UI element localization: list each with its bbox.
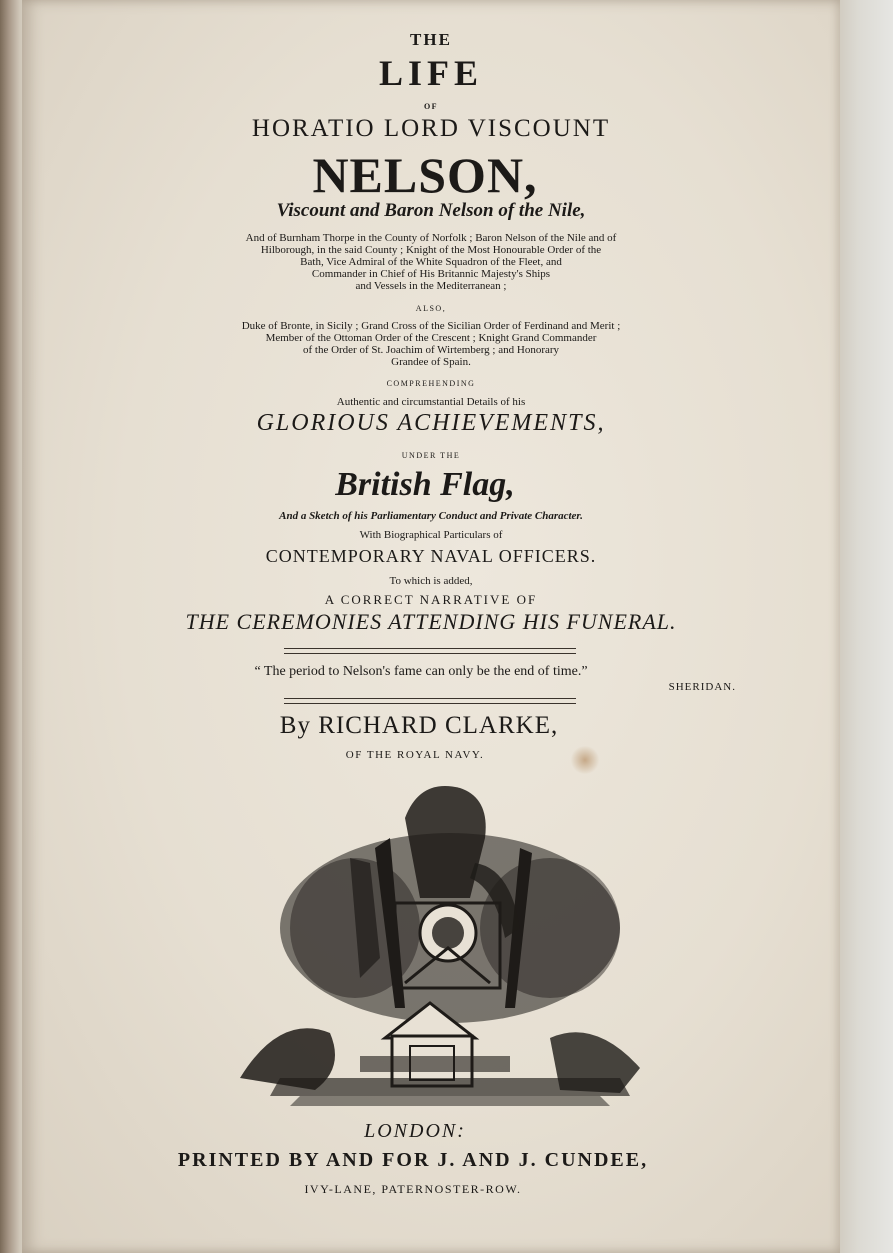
correct-narrative: A CORRECT NARRATIVE OF	[324, 592, 538, 607]
titles-line: Member of the Ottoman Order of the Crescent ; Knight Grand Commander	[265, 332, 597, 344]
title-of: OF	[423, 102, 439, 111]
biographical-line: With Biographical Particulars of	[359, 529, 503, 541]
title-the: THE	[410, 30, 452, 49]
title-life: LIFE	[378, 53, 484, 93]
added-line: To which is added,	[389, 575, 473, 587]
authentic-line: Authentic and circumstantial Details of his	[336, 396, 526, 408]
author-line: By RICHARD CLARKE,	[279, 712, 559, 739]
ceremonies-line: THE CEREMONIES ATTENDING HIS FUNERAL.	[185, 609, 677, 634]
titles-line: of the Order of St. Joachim of Wirtemberg ; and Honorary	[302, 344, 560, 356]
address-line: IVY-LANE, PATERNOSTER-ROW.	[304, 1182, 522, 1196]
sketch-line: And a Sketch of his Parliamentary Conduct and Private Character.	[279, 510, 583, 522]
titles-line: Duke of Bronte, in Sicily ; Grand Cross of the Sicilian Order of Ferdinand and Merit ;	[241, 320, 621, 332]
surname-nelson: NELSON,	[312, 147, 538, 203]
glorious-achievements: GLORIOUS ACHIEVEMENTS,	[256, 410, 606, 436]
rule-bottom	[284, 698, 576, 704]
sheridan-quote: “ The period to Nelson's fame can only be the end of time.”	[254, 664, 588, 679]
london-line: LONDON:	[364, 1120, 466, 1142]
contemporary-officers: CONTEMPORARY NAVAL OFFICERS.	[265, 546, 597, 566]
titles-line: Grandee of Spain.	[391, 356, 471, 368]
titles-line: Hilborough, in the said County ; Knight of the Most Honourable Order of the	[260, 244, 602, 256]
printer-line: PRINTED BY AND FOR J. AND J. CUNDEE,	[177, 1149, 649, 1171]
titles-line: Commander in Chief of His Britannic Majesty's Ships	[311, 268, 551, 280]
titles-line: Bath, Vice Admiral of the White Squadron of the Fleet, and	[300, 256, 562, 268]
title-page	[22, 0, 840, 1253]
titles-line: and Vessels in the Mediterranean ;	[355, 280, 507, 292]
british-flag: British Flag,	[335, 466, 515, 503]
subtitle-viscount: Viscount and Baron Nelson of the Nile,	[276, 200, 586, 221]
also-heading: ALSO,	[415, 304, 447, 313]
rule-top	[284, 648, 576, 654]
comprehending-heading: COMPREHENDING	[386, 379, 476, 388]
quote-author: SHERIDAN.	[668, 681, 736, 693]
under-the: UNDER THE	[401, 451, 461, 460]
titles-line: And of Burnham Thorpe in the County of Norfolk ; Baron Nelson of the Nile and of	[245, 232, 617, 244]
page-edge-background	[835, 0, 893, 1253]
royal-navy-line: OF THE ROYAL NAVY.	[345, 749, 485, 761]
monument-engraving-icon	[220, 778, 660, 1108]
name-line: HORATIO LORD VISCOUNT	[251, 115, 611, 142]
